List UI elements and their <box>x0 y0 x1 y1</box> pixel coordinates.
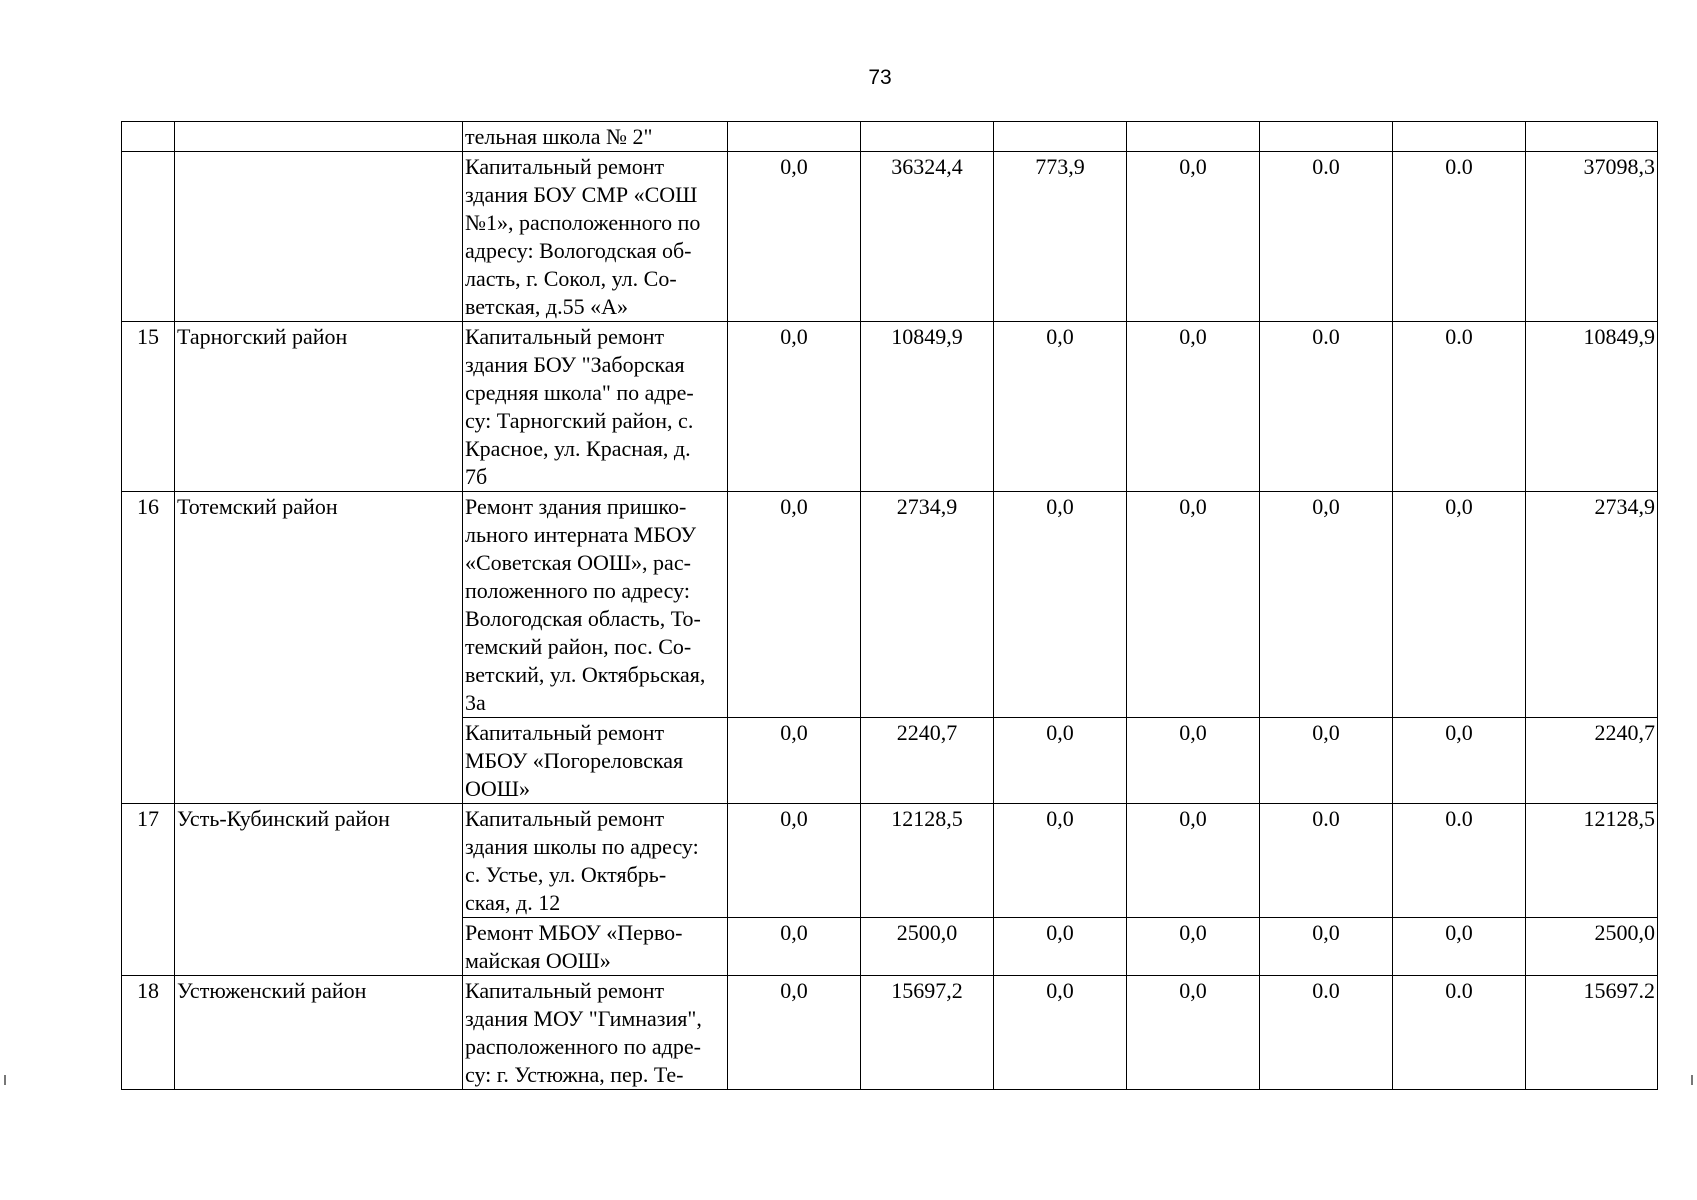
value-cell: 0,0 <box>994 918 1127 976</box>
scan-margin-mark <box>1691 1075 1693 1085</box>
table-row <box>122 322 1658 492</box>
description-line: Капитальный ремонт <box>465 154 665 179</box>
value-cell: 0,0 <box>1127 718 1260 804</box>
row-number: 15 <box>122 322 175 492</box>
project-description <box>463 122 728 152</box>
description-line: Красное, ул. Красная, д. <box>465 436 691 461</box>
value-cell <box>994 122 1127 152</box>
value-cell: 0,0 <box>1260 492 1393 718</box>
row-number <box>122 152 175 322</box>
description-line: №1», расположенного по <box>465 210 701 235</box>
district-name: Тарногский район <box>175 322 463 492</box>
district-name <box>175 122 463 152</box>
description-line: «Советская ООШ», рас- <box>465 550 691 575</box>
budget-table <box>121 121 1658 1090</box>
description-line: су: Тарногский район, с. <box>465 408 694 433</box>
description-line: ласть, г. Сокол, ул. Со- <box>465 266 677 291</box>
value-cell: 0,0 <box>994 322 1127 492</box>
value-cell: 0,0 <box>728 718 861 804</box>
total-cell: 2240,7 <box>1526 718 1658 804</box>
total-cell: 10849,9 <box>1526 322 1658 492</box>
value-cell: 0.0 <box>1393 804 1526 918</box>
description-line: 3а <box>465 690 486 715</box>
value-cell: 0,0 <box>1393 718 1526 804</box>
description-line: МБОУ «Погореловская <box>465 748 684 773</box>
row-number: 16 <box>122 492 175 804</box>
value-cell: 0.0 <box>1260 804 1393 918</box>
value-cell: 0,0 <box>728 976 861 1090</box>
description-line: ветская, д.55 «А» <box>465 294 628 319</box>
value-cell: 0.0 <box>1393 322 1526 492</box>
value-cell <box>1127 122 1260 152</box>
value-cell: 0,0 <box>1260 718 1393 804</box>
value-cell: 773,9 <box>994 152 1127 322</box>
value-cell: 15697,2 <box>861 976 994 1090</box>
description-line: ООШ» <box>465 776 530 801</box>
page-number: 73 <box>868 66 892 89</box>
value-cell <box>1393 122 1526 152</box>
value-cell: 0,0 <box>728 918 861 976</box>
row-number: 18 <box>122 976 175 1090</box>
description-line: Капитальный ремонт <box>465 324 665 349</box>
description-line: су: г. Устюжна, пер. Те- <box>465 1062 684 1087</box>
value-cell: 0,0 <box>994 976 1127 1090</box>
total-cell: 2500,0 <box>1526 918 1658 976</box>
description-line: ветский, ул. Октябрьская, <box>465 662 706 687</box>
table-row <box>122 492 1658 718</box>
value-cell: 0,0 <box>1127 804 1260 918</box>
value-cell <box>861 122 994 152</box>
description-line: Ремонт здания пришко- <box>465 494 687 519</box>
value-cell: 0,0 <box>1127 152 1260 322</box>
value-cell: 0.0 <box>1260 152 1393 322</box>
value-cell: 0,0 <box>994 718 1127 804</box>
description-line: здания МОУ "Гимназия", <box>465 1006 702 1031</box>
value-cell: 0,0 <box>1127 918 1260 976</box>
table-row <box>122 804 1658 918</box>
description-line: Капитальный ремонт <box>465 978 665 1003</box>
table-row <box>122 122 1658 152</box>
value-cell: 0,0 <box>1127 322 1260 492</box>
value-cell: 0,0 <box>728 152 861 322</box>
description-line: Капитальный ремонт <box>465 806 665 831</box>
value-cell: 36324,4 <box>861 152 994 322</box>
value-cell: 0,0 <box>994 804 1127 918</box>
value-cell <box>1260 122 1393 152</box>
project-description <box>463 918 728 976</box>
value-cell: 0,0 <box>994 492 1127 718</box>
description-line: темский район, пос. Со- <box>465 634 692 659</box>
value-cell: 0.0 <box>1393 152 1526 322</box>
description-line: Капитальный ремонт <box>465 720 665 745</box>
description-line: положенного по адресу: <box>465 578 690 603</box>
value-cell: 0.0 <box>1260 976 1393 1090</box>
district-name <box>175 152 463 322</box>
description-line: ская, д. 12 <box>465 890 561 915</box>
project-description <box>463 322 728 492</box>
value-cell: 2240,7 <box>861 718 994 804</box>
district-name: Устюженский район <box>175 976 463 1090</box>
description-line: Ремонт МБОУ «Перво- <box>465 920 683 945</box>
row-number: 17 <box>122 804 175 976</box>
value-cell: 0,0 <box>728 322 861 492</box>
district-name: Тотемский район <box>175 492 463 804</box>
scan-margin-mark <box>4 1075 6 1085</box>
value-cell: 0,0 <box>728 804 861 918</box>
description-line: здания БОУ СМР «СОШ <box>465 182 698 207</box>
description-line: Вологодская область, То- <box>465 606 701 631</box>
description-line: 7б <box>465 464 488 489</box>
description-line: здания БОУ "Заборская <box>465 352 685 377</box>
description-line: средняя школа" по адре- <box>465 380 694 405</box>
description-line: льного интерната МБОУ <box>465 522 697 547</box>
project-description <box>463 152 728 322</box>
row-number <box>122 122 175 152</box>
value-cell: 10849,9 <box>861 322 994 492</box>
project-description <box>463 976 728 1090</box>
value-cell: 0.0 <box>1260 322 1393 492</box>
district-name: Усть-Кубинский район <box>175 804 463 976</box>
value-cell: 0,0 <box>1393 918 1526 976</box>
total-cell: 12128,5 <box>1526 804 1658 918</box>
value-cell <box>728 122 861 152</box>
description-line: с. Устье, ул. Октябрь- <box>465 862 667 887</box>
project-description <box>463 718 728 804</box>
description-line: майская ООШ» <box>465 948 611 973</box>
total-cell: 37098,3 <box>1526 152 1658 322</box>
table-row <box>122 152 1658 322</box>
total-cell <box>1526 122 1658 152</box>
value-cell: 0,0 <box>728 492 861 718</box>
value-cell: 12128,5 <box>861 804 994 918</box>
value-cell: 0.0 <box>1393 976 1526 1090</box>
value-cell: 2734,9 <box>861 492 994 718</box>
description-line: расположенного по адре- <box>465 1034 701 1059</box>
value-cell: 2500,0 <box>861 918 994 976</box>
value-cell: 0,0 <box>1393 492 1526 718</box>
value-cell: 0,0 <box>1127 976 1260 1090</box>
description-line: здания школы по адресу: <box>465 834 699 859</box>
value-cell: 0,0 <box>1127 492 1260 718</box>
value-cell: 0,0 <box>1260 918 1393 976</box>
total-cell: 2734,9 <box>1526 492 1658 718</box>
table-row <box>122 976 1658 1090</box>
total-cell: 15697.2 <box>1526 976 1658 1090</box>
description-line: адресу: Вологодская об- <box>465 238 692 263</box>
project-description <box>463 492 728 718</box>
project-description <box>463 804 728 918</box>
description-line: тельная школа № 2" <box>465 124 653 149</box>
